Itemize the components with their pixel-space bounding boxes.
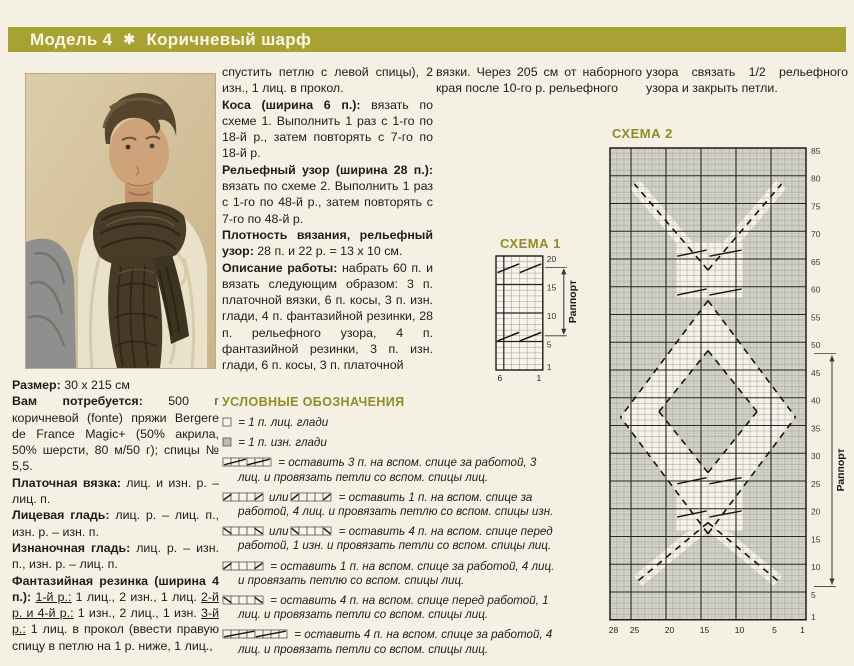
legend-item	[222, 416, 560, 430]
svg-text:15: 15	[811, 534, 821, 545]
schema1-chart	[492, 252, 604, 394]
paragraph: Вам потребуется: 500 г коричневой (fonte) пряжи Bergere de France Magic+ (50% акрила, 50% шерсти, 80 м/50 г); спицы № 5,5.	[12, 394, 220, 474]
svg-text:65: 65	[811, 256, 821, 267]
svg-text:20: 20	[664, 624, 675, 635]
svg-text:10: 10	[546, 310, 557, 321]
legend-item	[222, 456, 560, 484]
paragraph: Лицевая гладь: лиц. р. – лиц. п., изн. р. – изн. п.	[12, 508, 219, 539]
legend-symbol-b5b-icon	[290, 526, 332, 536]
svg-text:45: 45	[811, 367, 821, 378]
star-icon: ✱	[123, 31, 136, 47]
svg-text:35: 35	[811, 423, 821, 434]
legend-item	[222, 560, 560, 588]
paragraph: узора связать 1/2 рельефного узора и закрыть петли.	[646, 65, 848, 96]
svg-text:28: 28	[608, 624, 619, 635]
paragraph: Плотность вязания, рельефный узор: 28 п. и 22 р. = 13 х 10 см.	[222, 227, 433, 259]
or-label: или	[269, 525, 289, 539]
svg-text:30: 30	[811, 451, 821, 462]
svg-text:25: 25	[811, 478, 821, 489]
legend-symbol-c5a-icon	[222, 561, 264, 571]
legend-text: = оставить 4 п. на вспом. спице перед работой, 1 изн. и провязать петли со вспом. спицы лиц.	[238, 525, 553, 553]
legend-symbol-knit-icon	[222, 417, 232, 427]
svg-text:15: 15	[546, 282, 557, 293]
svg-text:50: 50	[811, 340, 821, 351]
legend-symbol-c5b-icon	[290, 492, 332, 502]
legend-symbol-cable6-icon	[222, 457, 272, 467]
legend-symbol-c5a-icon	[222, 492, 264, 502]
legend-title: УСЛОВНЫЕ ОБОЗНАЧЕНИЯ	[222, 395, 405, 409]
instructions-column-4	[646, 64, 848, 97]
schema2-chart	[606, 144, 854, 660]
svg-text:75: 75	[811, 201, 821, 212]
svg-text:1: 1	[546, 362, 552, 373]
svg-text:Раппорт: Раппорт	[566, 279, 579, 324]
legend-text: = оставить 1 п. на вспом. спице за работой, 4 лиц. и провязать петлю со вспом. спицы изн.	[238, 490, 554, 519]
schema1-title: СХЕМА 1	[500, 236, 561, 251]
materials-column	[12, 377, 219, 654]
model-photo	[25, 73, 216, 369]
legend-text: = оставить 1 п. на вспом. спице за работой, 4 лиц. и провязать петлю со вспом. спицы лиц.	[238, 559, 555, 587]
svg-text:5: 5	[811, 589, 816, 600]
paragraph: Изнаночная гладь: лиц. р. – изн. п., изн. р. – лиц. п.	[12, 540, 219, 572]
svg-text:10: 10	[811, 562, 821, 573]
svg-text:20: 20	[811, 506, 821, 517]
legend-symbol-purl-icon	[222, 437, 232, 447]
legend-text: = 1 п. изн. глади	[235, 436, 327, 450]
instructions-column	[222, 64, 433, 374]
svg-text:85: 85	[811, 145, 821, 156]
legend-item	[222, 491, 560, 519]
legend-text: = оставить 4 п. на вспом. спице перед работой, 1 лиц. и провязать петли со вспом. спицы лиц.	[238, 594, 549, 622]
paragraph: Фантазийная резинка (ширина 4 п.): 1-й р.: 1 лиц., 2 изн., 1 лиц. 2-й р. и 4-й р.: 1 изн., 2 лиц., 1 изн. 3-й р.: 1 лиц. в прокол (ввести правую спицу в петлю на 1 р. ниже, 1 лиц.,	[12, 573, 219, 653]
paragraph: Платочная вязка: лиц. и изн. р. – лиц. п.	[12, 475, 220, 507]
svg-text:1: 1	[800, 624, 805, 635]
legend-text: = оставить 3 п. на вспом. спице за работой, 3 лиц. и провязать петли со вспом. спицы лиц.	[238, 456, 537, 484]
svg-text:1: 1	[811, 611, 816, 622]
or-label: или	[269, 490, 289, 504]
svg-text:5: 5	[546, 339, 552, 350]
svg-text:25: 25	[629, 624, 640, 635]
legend-symbol-cable8-icon	[222, 629, 288, 639]
paragraph: Рельефный узор (ширина 28 п.): вязать по схеме 2. Выполнить 1 раз с 1-го по 48-й р., затем повторять с 7-го по 48-й р.	[222, 162, 433, 226]
legend-text: = 1 п. лиц. глади	[235, 416, 329, 429]
legend-item	[222, 594, 560, 622]
page-title: Коричневый шарф	[146, 30, 312, 49]
legend-section	[222, 395, 560, 663]
svg-text:5: 5	[772, 624, 777, 635]
paragraph: Размер: 30 х 215 см	[12, 378, 130, 392]
svg-text:40: 40	[811, 395, 821, 406]
svg-text:55: 55	[811, 312, 821, 323]
svg-text:20: 20	[546, 253, 557, 264]
legend-text: = оставить 4 п. на вспом. спице за работой, 4 лиц. и провязать петли со вспом. спицы лиц.	[238, 628, 553, 656]
svg-text:6: 6	[497, 373, 503, 383]
svg-text:1: 1	[536, 373, 542, 383]
paragraph: вязки. Через 205 см от наборного края после 10-го р. рельефного	[436, 65, 642, 96]
svg-text:80: 80	[811, 173, 821, 184]
legend-symbol-b5a-icon	[222, 526, 264, 536]
schema2-title: СХЕМА 2	[612, 126, 673, 141]
legend-symbol-b5a-icon	[222, 595, 264, 605]
page-title-band	[8, 27, 846, 52]
paragraph: Описание работы: набрать 60 п. и вязать следующим образом: 3 п. платочной вязки, 6 п. косы, 3 п. изн. глади, 4 п. фантазийной резинки, 28 п. рельефного узора, 4 п. фантазийной резинки, 3 п. изн. глади, 6 п. косы, 3 п. платочной	[222, 260, 433, 373]
legend-item	[222, 525, 560, 553]
model-number: Модель 4	[30, 30, 113, 49]
instructions-column-3	[436, 64, 642, 97]
svg-text:10: 10	[734, 624, 745, 635]
legend-items	[222, 416, 560, 657]
svg-text:Раппорт: Раппорт	[835, 448, 847, 492]
svg-text:70: 70	[811, 229, 821, 240]
svg-text:15: 15	[699, 624, 710, 635]
legend-item	[222, 628, 560, 656]
paragraph: Коса (ширина 6 п.): вязать по схеме 1. Выполнить 1 раз с 1-го по 18-й р., затем повторять с 7-го по 18-й р.	[222, 97, 433, 161]
legend-item	[222, 436, 560, 450]
model-photo-illustration	[26, 74, 215, 368]
paragraph: спустить петлю с левой спицы), 2 изн., 1 лиц. в прокол.	[222, 65, 433, 96]
svg-text:60: 60	[811, 284, 821, 295]
